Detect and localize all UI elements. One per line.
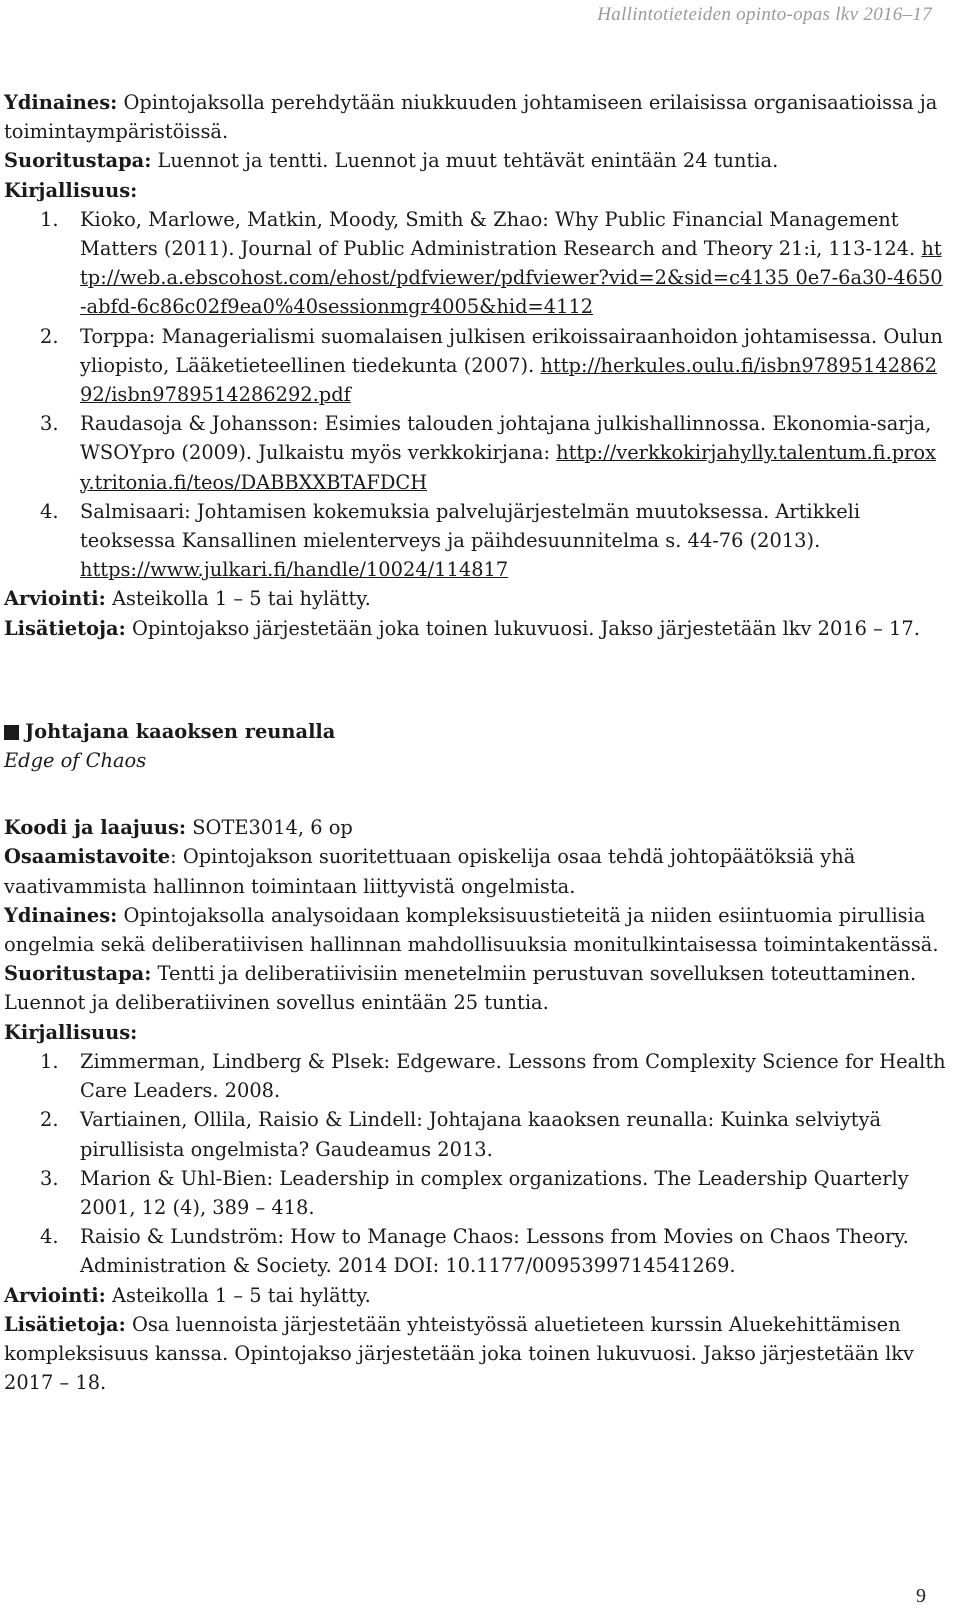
item-number: 2.: [40, 1108, 59, 1132]
lisatietoja-label: Lisätietoja:: [4, 616, 126, 640]
running-header: Hallintotieteiden opinto-opas lkv 2016–17: [597, 4, 932, 25]
suoritustapa-text: Tentti ja deliberatiivisiin menetelmiin perustuvan sovelluksen toteuttaminen. Luennot ja deliberatiivinen sovellus enintään 25 tuntia.: [4, 962, 917, 1015]
lisatietoja-paragraph: [4, 614, 949, 643]
lisatietoja-label: Lisätietoja:: [4, 1312, 126, 1336]
ydinaines-text: Opintojaksolla perehdytään niukkuuden johtamiseen erilaisissa organisaatioissa ja toimintaympäristöissä.: [4, 91, 938, 144]
literature-list: [4, 1047, 949, 1281]
arviointi-paragraph: [4, 1281, 949, 1310]
page-content: [4, 88, 949, 1397]
item-number: 3.: [40, 1166, 59, 1190]
suoritustapa-label: Suoritustapa:: [4, 149, 152, 173]
ydinaines-label: Ydinaines:: [4, 903, 118, 927]
item-text: Kioko, Marlowe, Matkin, Moody, Smith & Zhao: Why Public Financial Management Matters (2011). Journal of Public Administration Research and Theory 21:i, 113-124.: [80, 207, 922, 261]
item-text: Raisio & Lundström: How to Manage Chaos: Lessons from Movies on Chaos Theory. Administration & Society. 2014 DOI: 10.1177/0095399714541269.: [80, 1225, 909, 1278]
literature-item: [4, 1164, 949, 1222]
item-text: Marion & Uhl-Bien: Leadership in complex organizations. The Leadership Quarterly 2001, 12 (4), 389 – 418.: [80, 1166, 909, 1219]
literature-item: [4, 322, 949, 410]
arviointi-paragraph: [4, 584, 949, 613]
literature-item: [4, 497, 949, 585]
lisatietoja-text: Osa luennoista järjestetään yhteistyössä aluetieteen kurssin Aluekehittämisen kompleksisuus kanssa. Opintojakso järjestetään joka toinen lukuvuosi. Jakso järjestetään lkv 2017 – 18.: [4, 1312, 914, 1395]
literature-item: [4, 409, 949, 497]
item-number: 4.: [40, 499, 59, 523]
ydinaines-paragraph: [4, 901, 949, 959]
item-text: Salmisaari: Johtamisen kokemuksia palvelujärjestelmän muutoksessa. Artikkeli teoksessa Kansallinen mielenterveys ja päihdesuunnitelma s. 44-76 (2013).: [80, 499, 861, 553]
suoritustapa-paragraph: [4, 959, 949, 1017]
ydinaines-paragraph: [4, 88, 949, 146]
course-title: [4, 717, 949, 746]
ydinaines-label: Ydinaines:: [4, 91, 118, 114]
item-number: 2.: [40, 324, 59, 348]
literature-item: [4, 1105, 949, 1163]
suoritustapa-text: Luennot ja tentti. Luennot ja muut tehtävät enintään 24 tuntia.: [151, 149, 779, 173]
item-number: 1.: [40, 1049, 59, 1073]
item-number: 4.: [40, 1225, 59, 1249]
course-subtitle: Edge of Chaos: [4, 749, 147, 773]
item-number: 1.: [40, 207, 59, 231]
item-text: Raudasoja & Johansson: Esimies talouden johtajana julkishallinnossa. Ekonomia-sarja, WSOYpro (2009). Julkaistu myös verkkokirjana:: [80, 412, 932, 465]
course-title-text: Johtajana kaaoksen reunalla: [25, 719, 336, 743]
arviointi-text: Asteikolla 1 – 5 tai hylätty.: [105, 1283, 371, 1307]
item-number: 3.: [40, 412, 59, 436]
section-spacer: [4, 775, 949, 813]
osaamistavoite-label: Osaamistavoite: [4, 845, 171, 869]
section-spacer: [4, 643, 949, 717]
reference-link[interactable]: https://www.julkari.fi/handle/10024/114817: [80, 558, 509, 582]
koodi-text: SOTE3014, 6 op: [186, 816, 353, 840]
suoritustapa-paragraph: [4, 146, 949, 175]
ydinaines-text: Opintojaksolla analysoidaan kompleksisuustieteitä ja niiden esiintuomia pirullisia ongelmia sekä deliberatiivisen hallinnan mahdollisuuksia monitulkintaisessa toimintakentässä.: [4, 903, 939, 957]
page-number: 9: [916, 1585, 926, 1607]
literature-list: [4, 205, 949, 585]
koodi-paragraph: [4, 813, 949, 842]
suoritustapa-label: Suoritustapa:: [4, 962, 152, 986]
kirjallisuus-heading: Kirjallisuus:: [4, 1020, 138, 1044]
lisatietoja-paragraph: [4, 1310, 949, 1398]
osaamistavoite-paragraph: [4, 842, 949, 900]
arviointi-label: Arviointi:: [4, 1283, 106, 1307]
item-text: Zimmerman, Lindberg & Plsek: Edgeware. Lessons from Complexity Science for Health Care Leaders. 2008.: [80, 1049, 946, 1103]
literature-item: [4, 1047, 949, 1105]
literature-item: [4, 205, 949, 322]
lisatietoja-text: Opintojakso järjestetään joka toinen lukuvuosi. Jakso järjestetään lkv 2016 – 17.: [125, 616, 920, 640]
square-bullet-icon: [4, 725, 19, 740]
arviointi-label: Arviointi:: [4, 587, 106, 611]
koodi-label: Koodi ja laajuus:: [4, 816, 187, 840]
reference-link[interactable]: http://verkkokirjahylly.talentum.fi.proxy.tritonia.fi/teos/DABBXXBTAFDCH: [80, 441, 937, 494]
literature-item: [4, 1222, 949, 1280]
item-text: Torppa: Managerialismi suomalaisen julkisen erikoissairaanhoidon johtamisessa. Oulun yliopisto, Lääketieteellinen tiedekunta (2007).: [80, 324, 943, 377]
kirjallisuus-heading: Kirjallisuus:: [4, 178, 138, 202]
reference-link[interactable]: http://web.a.ebscohost.com/ehost/pdfviewer/pdfviewer?vid=2&sid=c4135 0e7-6a30-4650-abfd-6c86c02f9ea0%40sessionmgr4005&hid=4112: [80, 237, 943, 319]
osaamistavoite-text: : Opintojakson suoritettuaan opiskelija osaa tehdä johtopäätöksiä yhä vaativammista hallinnon toimintaan liittyvistä ongelmista.: [4, 845, 856, 898]
item-text: Vartiainen, Ollila, Raisio & Lindell: Johtajana kaaoksen reunalla: Kuinka selviytyä pirullisista ongelmista? Gaudeamus 2013.: [80, 1108, 882, 1161]
arviointi-text: Asteikolla 1 – 5 tai hylätty.: [105, 587, 371, 611]
reference-link[interactable]: http://herkules.oulu.fi/isbn9789514286292/isbn9789514286292.pdf: [80, 353, 938, 407]
